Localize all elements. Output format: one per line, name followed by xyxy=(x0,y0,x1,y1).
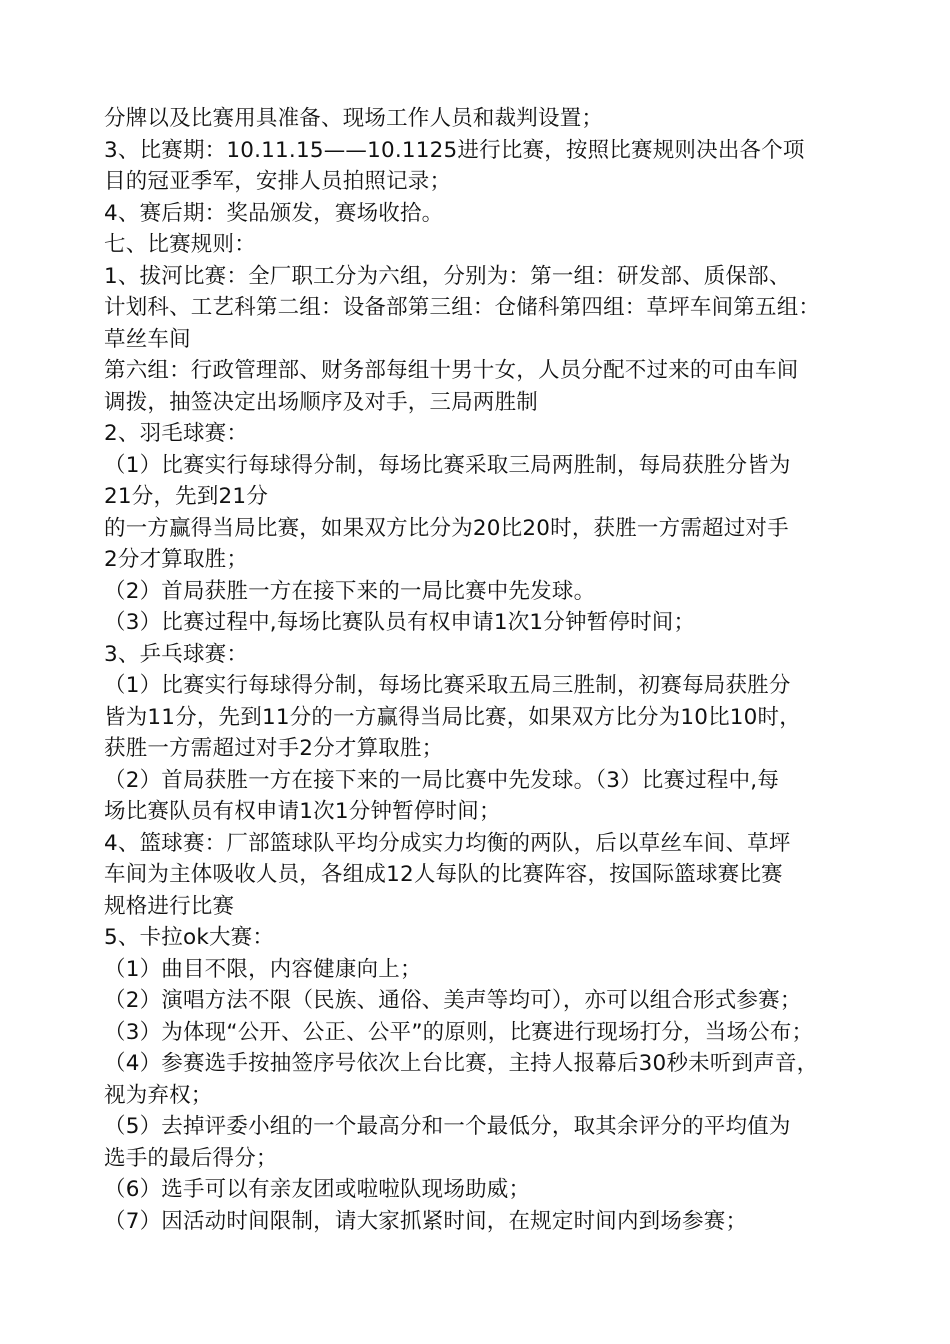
text-line: （2）首局获胜一方在接下来的一局比赛中先发球。 xyxy=(104,578,596,604)
text-line: （3）比赛过程中,每场比赛队员有权申请1次1分钟暂停时间； xyxy=(104,610,696,635)
document-body xyxy=(104,103,874,1237)
text-line: （1）比赛实行每球得分制，每场比赛采取三局两胜制，每局获胜分皆为 xyxy=(104,452,791,478)
text-line: （1）比赛实行每球得分制，每场比赛采取五局三胜制，初赛每局获胜分 xyxy=(104,673,791,698)
text-line: 调拨，抽签决定出场顺序及对手，三局两胜制 xyxy=(104,389,539,415)
text-line: 5、卡拉ok大赛： xyxy=(104,925,275,950)
text-line: 的一方赢得当局比赛，如果双方比分为20比20时，获胜一方需超过对手 xyxy=(104,515,789,541)
text-line: 分牌以及比赛用具准备、现场工作人员和裁判设置； xyxy=(104,106,604,131)
text-line: 规格进行比赛 xyxy=(104,893,235,919)
text-line: 4、篮球赛：厂部篮球队平均分成实力均衡的两队，后以草丝车间、草坪 xyxy=(104,830,791,856)
text-line: 21分，先到21分 xyxy=(104,484,269,509)
text-line: 3、比赛期：10.11.15——10.1125进行比赛，按照比赛规则决出各个项 xyxy=(104,137,805,163)
text-line: （3）为体现“公开、公正、公平”的原则，比赛进行现场打分，当场公布； xyxy=(104,1019,814,1045)
text-line: 皆为11分，先到11分的一方赢得当局比赛，如果双方比分为10比10时， xyxy=(104,704,801,730)
text-line: （7）因活动时间限制，请大家抓紧时间，在规定时间内到场参赛； xyxy=(104,1208,748,1234)
text-line: 草丝车间 xyxy=(104,326,191,352)
text-line: （5）去掉评委小组的一个最高分和一个最低分，取其余评分的平均值为 xyxy=(104,1114,791,1139)
text-line: 目的冠亚季军，安排人员拍照记录； xyxy=(104,169,452,194)
text-line: 4、赛后期：奖品颁发，赛场收拾。 xyxy=(104,200,444,226)
text-line: 3、乒乓球赛： xyxy=(104,641,249,667)
text-line: 2分才算取胜； xyxy=(104,547,249,572)
text-line: 获胜一方需超过对手2分才算取胜； xyxy=(104,736,444,761)
text-line: 视为弃权； xyxy=(104,1082,213,1108)
text-line: （2）首局获胜一方在接下来的一局比赛中先发球。（3）比赛过程中,每 xyxy=(104,767,780,793)
text-line: 1、拔河比赛：全厂职工分为六组，分别为：第一组：研发部、质保部、 xyxy=(104,263,791,289)
text-line: （2）演唱方法不限（民族、通俗、美声等均可），亦可以组合形式参赛； xyxy=(104,988,802,1013)
text-line: 选手的最后得分； xyxy=(104,1145,278,1171)
text-line: 2、羽毛球赛： xyxy=(104,421,249,446)
text-line: （6）选手可以有亲友团或啦啦队现场助威； xyxy=(104,1177,531,1202)
text-line: （1）曲目不限，内容健康向上； xyxy=(104,956,422,982)
text-line: 场比赛队员有权申请1次1分钟暂停时间； xyxy=(104,799,501,824)
section-heading: 七、比赛规则： xyxy=(104,232,256,257)
text-line: （4）参赛选手按抽签序号依次上台比赛，主持人报幕后30秒未听到声音， xyxy=(104,1051,819,1076)
text-line: 计划科、工艺科第二组：设备部第三组：仓储科第四组：草坪车间第五组： xyxy=(104,295,821,320)
text-line: 第六组：行政管理部、财务部每组十男十女，人员分配不过来的可由车间 xyxy=(104,358,799,383)
text-line: 车间为主体吸收人员，各组成12人每队的比赛阵容，按国际篮球赛比赛 xyxy=(104,862,783,887)
